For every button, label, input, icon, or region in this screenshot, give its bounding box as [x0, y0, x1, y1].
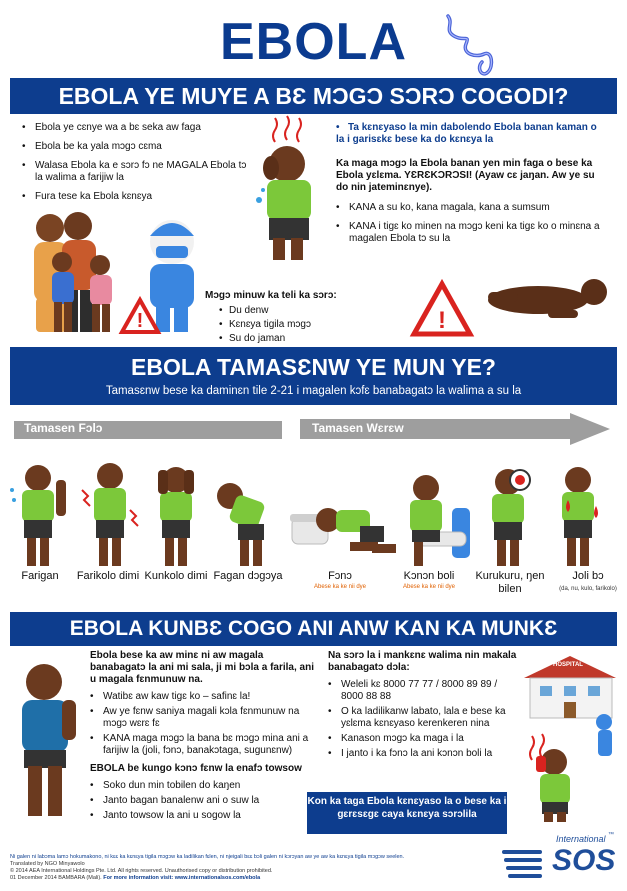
- footer-line: 01 December 2014 BAMBARA (Mali). For more information visit: www.internationalsos.com/ebola: [10, 875, 261, 881]
- stage-label: Farigan: [21, 570, 59, 582]
- list-item: • KANA a su ko, kana magala, kana a sumsum: [336, 202, 606, 214]
- callout-box: Kon ka taga Ebola kɛnɛyaso la o bese ka i gɛrɛsɛgɛ caya kɛnɛya sɔrɔlila: [307, 792, 507, 834]
- precautions-list: [336, 202, 606, 245]
- action-list: [328, 679, 518, 760]
- stage-label: Farikolo dimi: [76, 570, 140, 582]
- bushmeat-intro: EBOLA be kungo kɔnɔ fɛnw la enafɔ towsow: [90, 763, 302, 774]
- list-item: • I janto i ka fɔnɔ la ani kɔnɔn boli la: [328, 748, 518, 760]
- list-item: • KANA i tigɛ ko minen na mɔgɔ keni ka tigɛ ko o minɛna a magalen Ebola tɔ su la: [336, 221, 606, 245]
- page-title: EBOLA: [220, 13, 407, 71]
- stage-note: (da, nu, kulo, farikolo): [559, 586, 617, 592]
- list-item: • Janto bagan banalenw ani o suw la: [90, 795, 315, 807]
- weakness-figure: [217, 483, 266, 566]
- symptom-stage-figures: [0, 460, 627, 570]
- stage-note: Abese ka ke nii dye: [313, 584, 367, 590]
- family-illustration: [22, 210, 212, 335]
- footer-line: Ni galen ni labɔma lamɔ hokumakono, ni kɛɛ ka kɛnɛya tigila mɔgɔw ka ladilikan fɛlen, ni njeigali bɛɛ bɔli galen ni kɔrɔyan aw ye aw ka kɛnɛya tigila mɔgɔw seelen.: [10, 854, 405, 860]
- prevention-intro: Ebola bese ka aw minɛ ni aw magala banabagatɔ la ani mi sala, ji mi bɔla a farila, ani u magala fɛnmunuw na.: [90, 650, 314, 685]
- stage-label: Kɔnɔn boli Abese ka ke nii dye: [389, 570, 469, 591]
- list-item: • Weleli kɛ 8000 77 77 / 8000 89 89 / 8000 88 88: [328, 679, 518, 703]
- at-risk-heading: Mɔgɔ minuw ka teli ka sɔrɔ:: [205, 290, 337, 301]
- section1-heading: EBOLA YE MUYE A BƐ MƆGƆ SƆRƆ COGODI?: [10, 78, 617, 114]
- stage-label: Kunkolo dimi: [144, 570, 208, 582]
- svg-text:!: !: [438, 307, 446, 334]
- hospital-sign: HOSPITAL: [553, 662, 583, 668]
- list-item: • Soko dun min tobilen do kaŋen: [90, 780, 315, 792]
- stage-label: Fagan dɔgɔya: [213, 570, 283, 582]
- list-item: • Watibɛ aw kaw tigɛ ko – safinɛ la!: [90, 691, 315, 703]
- hospital-call-illustration: [520, 652, 620, 822]
- vomiting-figure: [290, 508, 396, 553]
- bleeding-figure: [562, 467, 598, 566]
- footer-line: © 2014 AEA International Holdings Pte. Ltd. All rights reserved. Unauthorised copy or distribution prohibited.: [10, 868, 273, 874]
- body-pain-figure: [82, 463, 138, 566]
- stage-note: Abese ka ke nii dye: [402, 584, 456, 590]
- fever-figure: [10, 465, 66, 566]
- later-stage-label: Tamasen Wɛrɛw: [312, 421, 404, 435]
- early-stage-label: Tamasen Fɔlɔ: [24, 421, 103, 435]
- list-item: • Fura tese ka Ebola kɛnɛya: [22, 191, 252, 203]
- logo-main-text: SOS: [552, 844, 616, 877]
- stage-label: Kurukuru, ŋen bilen: [475, 570, 545, 595]
- transmission-facts-list: [22, 122, 252, 210]
- ebola-virus-icon: [440, 10, 500, 80]
- section2-subheading: Tamasɛnw bese ka daminɛn tile 2-21 i magalen kɔfɛ banabagatɔ la walima a su la: [105, 385, 522, 397]
- sick-person-illustration: [255, 112, 325, 262]
- list-item: • KANA maga mɔgɔ la bana bɛ mɔgɔ mina ani a farijiw la (joli, fɔnɔ, banakɔtaga, sugunɛnw): [90, 733, 315, 757]
- list-item: • Du denw: [219, 304, 375, 318]
- stage-label-row: [0, 570, 627, 610]
- list-item: • Walasa Ebola ka e sɔrɔ fɔ ne MAGALA Ebola tɔ la walima a farijiw la: [22, 160, 252, 184]
- at-risk-list: [205, 304, 375, 346]
- bushmeat-list: [90, 780, 315, 822]
- action-intro: Na sɔrɔ la i mankɛnɛ walima nin makala banabagatɔ dɔla:: [328, 650, 517, 673]
- footer-more-link[interactable]: For more information visit: www.internationalsos.com/ebola: [103, 875, 261, 881]
- action-column: [328, 650, 518, 763]
- list-item: • Su do jaman: [219, 332, 375, 346]
- footer-line: Translated by NGO Minyawolo: [10, 861, 85, 867]
- prevention-list: [90, 691, 315, 757]
- rash-red-eyes-figure: [492, 469, 530, 566]
- thinking-person-illustration: [6, 660, 88, 820]
- international-sos-logo: [500, 828, 620, 886]
- right-intro-bold: Ka maga mɔgɔ la Ebola banan yen min faga o bese ka Ebola yɛlɛma. YƐRƐKƆRƆSI! (Ayaw cɛ jaŋan. Aw ye su do nin jateminɛnye).: [336, 158, 595, 193]
- stage-label: Joli bɔ (da, nu, kulo, farikolo): [548, 570, 627, 596]
- logo-top-text: International: [556, 834, 606, 844]
- section2-heading: EBOLA TAMASƐNW YE MUN YE?: [131, 354, 496, 380]
- footer: [10, 854, 490, 882]
- list-item: • Aw ye fɛnw saniya magali kɔla fɛnmunuw na mɔgɔ wɛrɛ fɛ: [90, 706, 315, 730]
- diarrhoea-figure: [410, 475, 470, 566]
- list-item: • Ebola be ka yala mɔgɔ cɛma: [22, 141, 252, 153]
- list-item: • Ebola ye cɛnye wa a bɛ seka aw faga: [22, 122, 252, 134]
- logo-trademark: ™: [608, 832, 614, 838]
- list-item: • Janto towsow la ani u sogow la: [90, 810, 315, 822]
- section3-heading: EBOLA KUNBƐ COGO ANI ANW KAN KA MUNKƐ: [10, 612, 617, 646]
- at-risk-group: [205, 290, 375, 346]
- prevention-column: [90, 650, 315, 825]
- list-item: • Kɛnɛya tigila mɔgɔ: [219, 318, 375, 332]
- stage-label: Fɔnɔ Abese ka ke nii dye: [300, 570, 380, 591]
- section2-heading-banner: [10, 347, 617, 405]
- list-item: • O ka ladilikanw labato, lala e bese ka yɛlɛma kɛnɛyaso kerenkeren nina: [328, 706, 518, 730]
- deceased-warning-illustration: [408, 262, 613, 340]
- right-intro-blue: • Ta kɛnɛyaso la min dabolendo Ebola banan kaman o la i garisɛkɛ bese ka do kɛnɛya la: [336, 122, 597, 145]
- list-item: • Kanason mɔgɔ ka maga i la: [328, 733, 518, 745]
- svg-text:!: !: [136, 310, 144, 332]
- headache-figure: [158, 467, 194, 566]
